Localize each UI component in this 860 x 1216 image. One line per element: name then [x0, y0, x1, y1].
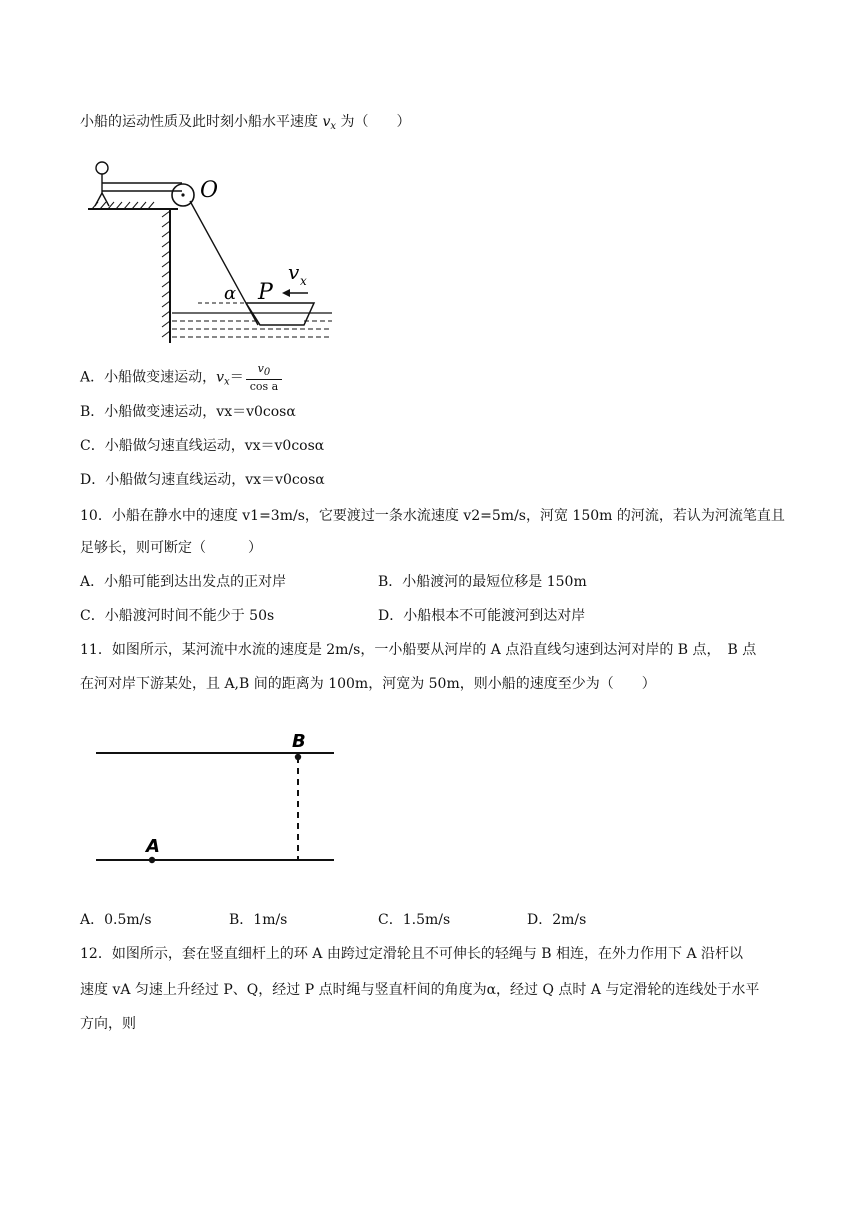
q9-option-b: B．小船做变速运动，vx＝v0cosα	[80, 404, 296, 420]
q9-stem-tail: 为（ ）	[336, 114, 411, 130]
q9-option-a-eq: ＝	[229, 369, 244, 386]
q9-stem	[80, 112, 410, 137]
q9-frac-den: cos a	[249, 380, 279, 393]
q12-stem-line3: 方向，则	[80, 1016, 136, 1032]
q9-label-P: P	[258, 280, 273, 305]
q11-label-B: B	[292, 731, 306, 752]
q11-label-A: A	[146, 836, 160, 857]
q10-option-a: A．小船可能到达出发点的正对岸	[80, 574, 287, 590]
q11-option-d: D．2m/s	[527, 912, 587, 928]
q9-option-a-var: v	[216, 369, 225, 386]
q10-stem-line2: 足够长，则可断定（ ）	[80, 540, 262, 556]
q11-stem-line2: 在河对岸下游某处，且 A,B 间的距离为 100m，河宽为 50m，则小船的速度至少为（ ）	[80, 676, 656, 692]
q10-stem-line1: 10．小船在静水中的速度 v1=3m/s，它要渡过一条水流速度 v2=5m/s，河宽 150m 的河流，若认为河流笔直且	[80, 508, 785, 524]
q9-option-a-text: A．小船做变速运动，	[80, 369, 217, 386]
q11-figure	[90, 725, 350, 875]
q9-stem-text: 小船的运动性质及此时刻小船水平速度	[80, 114, 323, 130]
q9-stem-var: v	[322, 114, 331, 130]
q10-option-d: D．小船根本不可能渡河到达对岸	[378, 608, 586, 624]
q12-stem-line2: 速度 vA 匀速上升经过 P、Q，经过 P 点时绳与竖直杆间的角度为α，经过 Q 点时 A 与定滑轮的连线处于水平	[80, 982, 760, 998]
q9-label-vx-sub: x	[300, 274, 307, 288]
q9-figure	[86, 155, 356, 345]
q9-option-a-sub: x	[224, 376, 230, 388]
q10-option-c: C．小船渡河时间不能少于 50s	[80, 608, 275, 624]
q9-option-a-fraction	[246, 362, 282, 393]
q9-option-a	[80, 362, 282, 396]
q9-label-alpha: α	[224, 283, 237, 304]
q11-option-c: C．1.5m/s	[378, 912, 451, 928]
q9-option-c: C．小船做匀速直线运动，vx＝v0cosα	[80, 438, 325, 454]
q9-label-O: O	[200, 178, 219, 203]
q11-option-b: B．1m/s	[229, 912, 288, 928]
q9-label-vx: v	[288, 260, 300, 284]
q9-option-d: D．小船做匀速直线运动，vx＝v0cosα	[80, 472, 325, 488]
q11-stem-line1: 11．如图所示，某河流中水流的速度是 2m/s，一小船要从河岸的 A 点沿直线匀速到达河对岸的 B 点， B 点	[80, 642, 757, 658]
q12-stem-line1: 12．如图所示，套在竖直细杆上的环 A 由跨过定滑轮且不可伸长的轻绳与 B 相连，在外力作用下 A 沿杆以	[80, 946, 744, 962]
q11-option-a: A．0.5m/s	[80, 912, 152, 928]
q9-frac-num-sub: 0	[263, 367, 271, 378]
q9-frac-num: v	[257, 362, 264, 375]
q10-option-b: B．小船渡河的最短位移是 150m	[378, 574, 587, 590]
q9-stem-var-sub: x	[330, 121, 337, 132]
